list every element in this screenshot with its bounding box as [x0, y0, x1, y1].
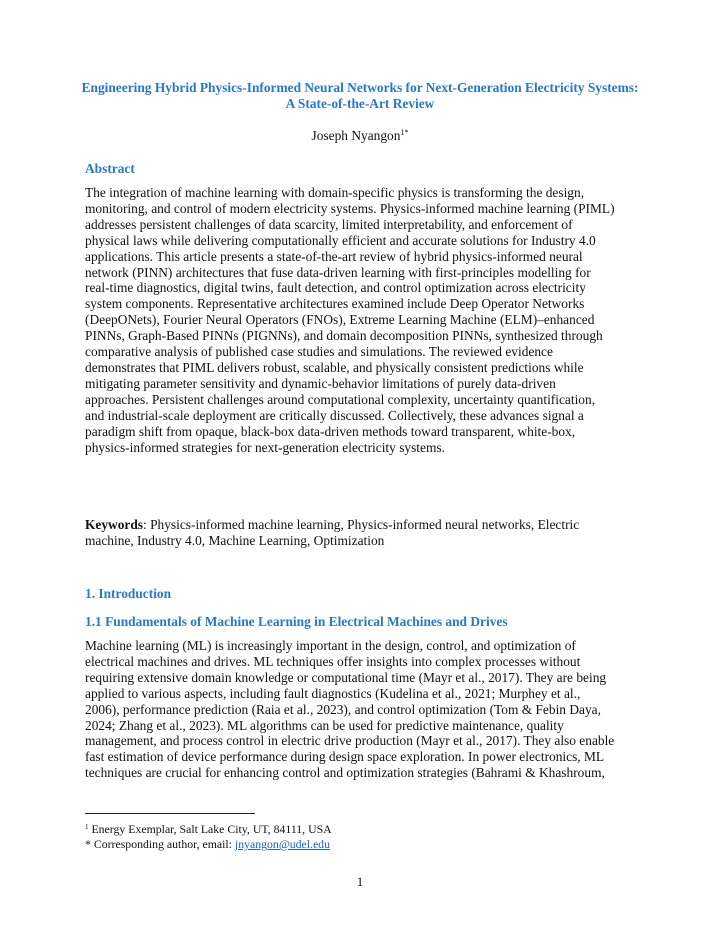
footnote-mark: 1	[85, 823, 89, 831]
intro-line: electrical machines and drives. ML techniques offer insights into complex processes without	[85, 653, 581, 669]
intro-line: 2006), performance prediction (Raia et al., 2023), and control optimization (Tom & Febin Daya,	[85, 701, 601, 717]
paper-title	[40, 80, 680, 112]
intro-line: techniques are crucial for enhancing control and optimization strategies (Bahrami & Khashroum,	[85, 765, 605, 781]
introduction-body	[85, 638, 655, 781]
abstract-heading: Abstract	[85, 161, 135, 176]
abstract-line: approaches. Persistent challenges around computational complexity, uncertainty quantification,	[85, 391, 596, 407]
intro-line: requiring extensive domain knowledge or computational time (Mayr et al., 2017). They are being	[85, 669, 607, 685]
footnote-corresponding	[85, 837, 332, 852]
footnote-divider	[85, 813, 255, 814]
footnote-affiliation-text: Energy Exemplar, Salt Lake City, UT, 84111, USA	[88, 822, 332, 836]
abstract-line: and industrial-scale deployment are critically discussed. Collectively, these advances signal a	[85, 407, 584, 423]
intro-line: 2024; Zhang et al., 2023). ML algorithms can be used for predictive maintenance, quality	[85, 717, 564, 733]
abstract-line: The integration of machine learning with domain-specific physics is transforming the design,	[85, 185, 585, 200]
footnotes	[85, 822, 332, 852]
email-link[interactable]: jnyangon@udel.edu	[234, 837, 330, 851]
title-line: A State-of-the-Art Review	[285, 96, 435, 111]
abstract-line: PINNs, Graph-Based PINNs (PIGNNs), and domain decomposition PINNs, synthesized through	[85, 328, 603, 344]
intro-line: management, and process control in electric drive production (Mayr et al., 2017). They also enable	[85, 733, 615, 749]
abstract-line: demonstrates that PIML delivers robust, scalable, and physically consistent predictions while	[85, 359, 584, 375]
abstract-line: physical laws while delivering computationally efficient and accurate solutions for Industry 4.0	[85, 232, 596, 248]
keywords-line	[85, 517, 655, 533]
subsection-heading: 1.1 Fundamentals of Machine Learning in Electrical Machines and Drives	[85, 614, 508, 629]
footnote-corresponding-text: * Corresponding author, email:	[85, 837, 235, 851]
intro-line: fast estimation of device performance during design space exploration. In power electronics, ML	[85, 749, 605, 765]
abstract-line: physics-informed strategies for next-generation electricity systems.	[85, 439, 445, 455]
page-number: 1	[356, 874, 364, 889]
abstract-line: applications. This article presents a state-of-the-art review of hybrid physics-informed neural	[85, 248, 583, 264]
keywords-line: machine, Industry 4.0, Machine Learning, Optimization	[85, 532, 385, 548]
footnote-affiliation	[85, 822, 332, 837]
author-line	[0, 128, 720, 144]
abstract-line: real-time diagnostics, digital twins, fault detection, and control optimization across electricity	[85, 280, 586, 296]
title-line: Engineering Hybrid Physics-Informed Neural Networks for Next-Generation Electricity Systems:	[81, 80, 639, 95]
author-name: Joseph Nyangon	[311, 128, 401, 143]
intro-line: Machine learning (ML) is increasingly important in the design, control, and optimization of	[85, 638, 576, 653]
abstract-line: (DeepONets), Fourier Neural Operators (FNOs), Extreme Learning Machine (ELM)–enhanced	[85, 312, 595, 328]
author-affiliation-mark: 1*	[400, 128, 409, 137]
abstract-line: comparative analysis of published case studies and simulations. The reviewed evidence	[85, 344, 553, 360]
abstract-line: system components. Representative architectures examined include Deep Operator Networks	[85, 296, 585, 312]
keywords-text: : Physics-informed machine learning, Physics-informed neural networks, Electric	[143, 517, 580, 532]
section-heading-introduction: 1. Introduction	[85, 586, 172, 601]
abstract-line: paradigm shift from opaque, black-box data-driven methods toward transparent, white-box,	[85, 423, 576, 439]
abstract-line: monitoring, and control of modern electricity systems. Physics-informed machine learning (PIML)	[85, 200, 615, 216]
abstract-line: network (PINN) architectures that fuse data-driven learning with first-principles modelling for	[85, 264, 591, 280]
abstract-body	[85, 185, 655, 455]
keywords-block	[85, 517, 655, 549]
keywords-label: Keywords	[85, 517, 144, 532]
abstract-line: mitigating parameter sensitivity and dynamic-behavior limitations of purely data-driven	[85, 375, 556, 391]
intro-line: applied to various aspects, including fault diagnostics (Kudelina et al., 2021; Murphey et al.,	[85, 685, 581, 701]
abstract-line: addresses persistent challenges of data scarcity, limited interpretability, and enforcement of	[85, 216, 573, 232]
